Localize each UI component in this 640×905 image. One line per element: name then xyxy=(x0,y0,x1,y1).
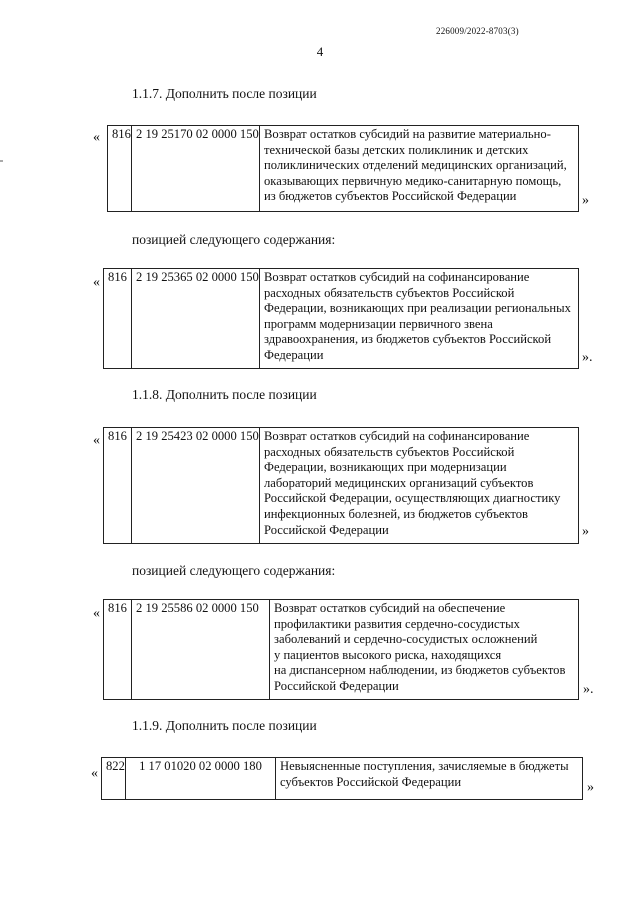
description-line: Возврат остатков субсидий на обеспечение xyxy=(274,601,506,615)
table-row xyxy=(103,268,579,369)
description-line: на диспансерном наблюдении, из бюджетов субъектов xyxy=(274,663,566,678)
cell-description xyxy=(270,600,579,700)
cell-description xyxy=(260,126,579,212)
description-line: инфекционных болезней, из бюджетов субъектов xyxy=(264,506,529,521)
description-line: программ модернизации первичного звена xyxy=(264,316,493,331)
description-line: заболеваний и сердечно-сосудистых осложнений xyxy=(274,632,538,647)
close-quote: » xyxy=(582,193,589,208)
replacement-intro: позицией следующего содержания: xyxy=(132,563,336,578)
description-line: Возврат остатков субсидий на развитие материально- xyxy=(264,127,551,141)
open-quote: « xyxy=(93,275,100,290)
cell-admin-code: 816 xyxy=(108,126,132,212)
table-row xyxy=(107,125,579,212)
description-line: расходных обязательств субъектов Российской xyxy=(264,444,515,459)
close-quote: ». xyxy=(583,682,594,697)
description-line: у пациентов высокого риска, находящихся xyxy=(274,647,502,662)
page-edge-mark xyxy=(0,160,3,162)
description-line: поликлинических отделений медицинских организаций, xyxy=(264,158,567,173)
open-quote: « xyxy=(93,433,100,448)
table-row xyxy=(103,427,579,544)
clause-1-1-9-intro: 1.1.9. Дополнить после позиции xyxy=(132,718,317,733)
close-quote: » xyxy=(587,780,594,795)
cell-kbk-code: 1 17 01020 02 0000 180 xyxy=(126,758,276,800)
cell-kbk-code: 2 19 25365 02 0000 150 xyxy=(132,269,260,369)
open-quote: « xyxy=(93,606,100,621)
description-line: расходных обязательств субъектов Российской xyxy=(264,285,515,300)
cell-kbk-code: 2 19 25170 02 0000 150 xyxy=(132,126,260,212)
document-number: 226009/2022-8703(3) xyxy=(436,26,519,36)
close-quote: ». xyxy=(582,350,593,365)
description-line: оказывающих первичную медико-санитарную помощь, xyxy=(264,173,562,188)
cell-description xyxy=(260,428,579,544)
description-line: Невыясненные поступления, зачисляемые в бюджеты xyxy=(280,759,569,773)
description-line: субъектов Российской Федерации xyxy=(280,774,462,789)
description-line: из бюджетов субъектов Российской Федерации xyxy=(264,189,517,204)
description-line: Российской Федерации xyxy=(274,678,399,693)
replacement-intro: позицией следующего содержания: xyxy=(132,232,336,247)
open-quote: « xyxy=(91,766,98,781)
cell-description xyxy=(260,269,579,369)
clause-1-1-8-intro: 1.1.8. Дополнить после позиции xyxy=(132,387,317,402)
description-line: Федерации xyxy=(264,347,324,362)
description-line: профилактики развития сердечно-сосудистых xyxy=(274,616,520,631)
cell-kbk-code: 2 19 25586 02 0000 150 xyxy=(132,600,270,700)
cell-admin-code: 816 xyxy=(104,269,132,369)
description-line: здравоохранения, из бюджетов субъектов Российской xyxy=(264,332,552,347)
description-line: Возврат остатков субсидий на софинансирование xyxy=(264,270,530,284)
cell-kbk-code: 2 19 25423 02 0000 150 xyxy=(132,428,260,544)
page-number: 4 xyxy=(316,44,324,59)
description-line: лабораторий медицинских организаций субъектов xyxy=(264,475,534,490)
description-line: Федерации, возникающих при реализации региональных xyxy=(264,301,571,316)
description-line: Российской Федерации xyxy=(264,522,389,537)
cell-admin-code: 816 xyxy=(104,600,132,700)
description-line: Российской Федерации, осуществляющих диагностику xyxy=(264,491,561,506)
cell-admin-code: 822 xyxy=(102,758,126,800)
table-row xyxy=(103,599,579,700)
description-line: Федерации, возникающих при модернизации xyxy=(264,460,507,475)
description-line: технической базы детских поликлиник и детских xyxy=(264,142,529,157)
description-line: Возврат остатков субсидий на софинансирование xyxy=(264,429,530,443)
table-row xyxy=(101,757,583,800)
open-quote: « xyxy=(93,130,100,145)
close-quote: » xyxy=(582,524,589,539)
clause-1-1-7-intro: 1.1.7. Дополнить после позиции xyxy=(132,86,317,101)
cell-admin-code: 816 xyxy=(104,428,132,544)
cell-description xyxy=(276,758,583,800)
